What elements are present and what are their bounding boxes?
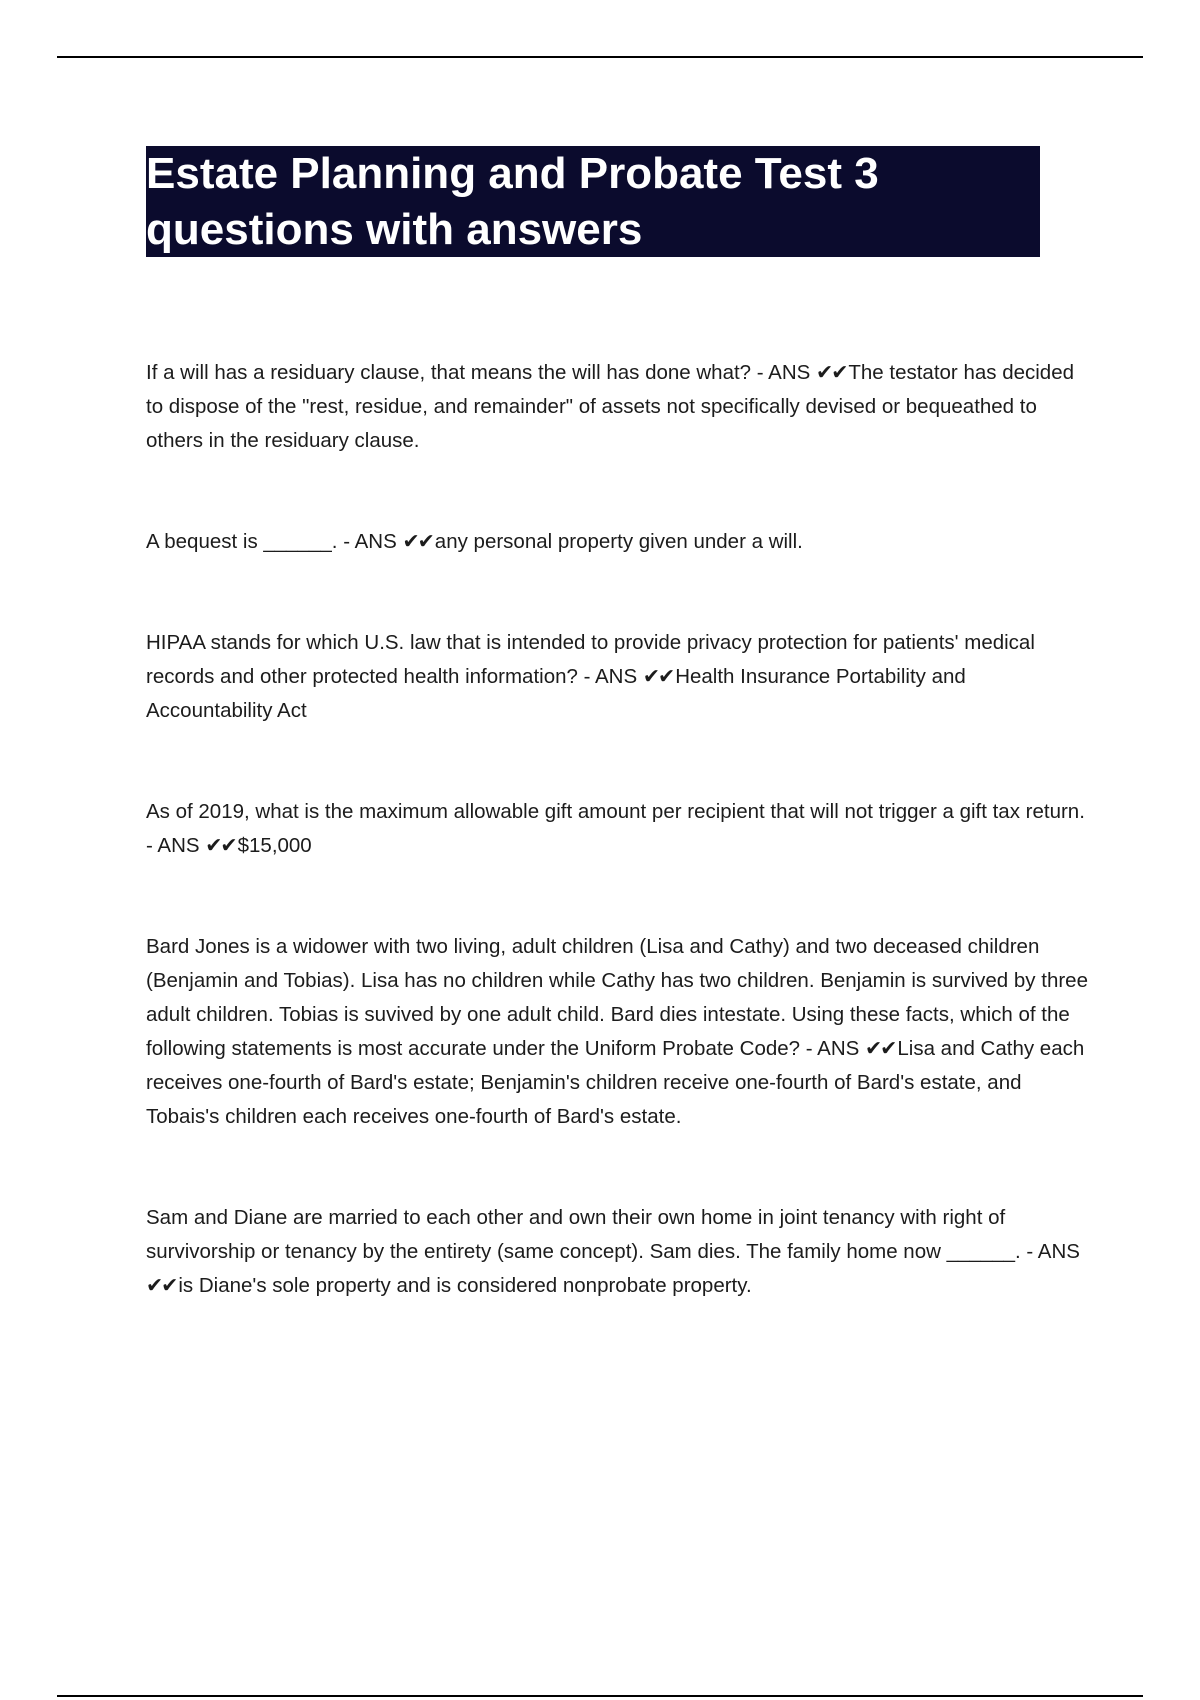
ans-separator: - ANS [146,834,206,857]
question-text: HIPAA stands for which U.S. law that is intended to provide privacy protection for patients' medical records and other protected health information? [146,631,1035,688]
answer-text: is Diane's sole property and is considered nonprobate property. [178,1274,752,1297]
check-mark-icon: ✔✔ [205,834,236,857]
qa-list [146,356,1096,1370]
check-mark-icon: ✔✔ [402,530,433,553]
bottom-rule [57,1695,1143,1697]
answer-text: $15,000 [237,834,312,857]
title-banner [146,146,1040,257]
ans-separator: - ANS [337,530,403,553]
check-mark-icon: ✔✔ [642,665,674,688]
ans-separator: - ANS [800,1037,865,1060]
qa-item [146,930,1096,1134]
qa-item [146,795,1096,863]
check-mark-icon: ✔✔ [146,1274,177,1297]
answer-text: any personal property given under a will. [434,530,803,553]
ans-separator: - ANS [751,361,817,384]
question-text: Sam and Diane are married to each other and own their own home in joint tenancy with right of survivorship or tenancy by the entirety (same concept). Sam dies. The family home now ______. [146,1206,1021,1263]
question-text: A bequest is ______. [146,530,338,553]
question-text: As of 2019, what is the maximum allowable gift amount per recipient that will not trigger a gift tax return. [146,800,1085,823]
check-mark-icon: ✔✔ [865,1037,896,1060]
answer-text: Lisa and Cathy each receives one-fourth of Bard's estate; Benjamin's children receive one-fourth of Bard's estate, and Tobais's children each receives one-fourth of Bard's estate. [146,1037,1085,1128]
question-text: If a will has a residuary clause, that means the will has done what? [146,361,752,384]
answer-text: Health Insurance Portability and Accountability Act [146,665,966,722]
top-rule [57,56,1143,58]
question-text: Bard Jones is a widower with two living, adult children (Lisa and Cathy) and two deceased children (Benjamin and Tobias). Lisa has no children while Cathy has two children. Benjamin is survived by three adult children. Tobias is suvived by one adult child. Bard dies intestate. Using these facts, which of the following statements is most accurate under the Uniform Probate Code? [146,935,1088,1060]
ans-separator: - ANS [1020,1240,1080,1263]
qa-item [146,525,1096,559]
check-mark-icon: ✔✔ [816,361,847,384]
answer-text: The testator has decided to dispose of the "rest, residue, and remainder" of assets not specifically devised or bequeathed to others in the residuary clause. [146,361,1075,452]
ans-separator: - ANS [577,665,643,688]
qa-item [146,1201,1096,1303]
qa-item [146,626,1096,728]
qa-item [146,356,1096,458]
document-title: Estate Planning and Probate Test 3 questions with answers [146,149,879,254]
